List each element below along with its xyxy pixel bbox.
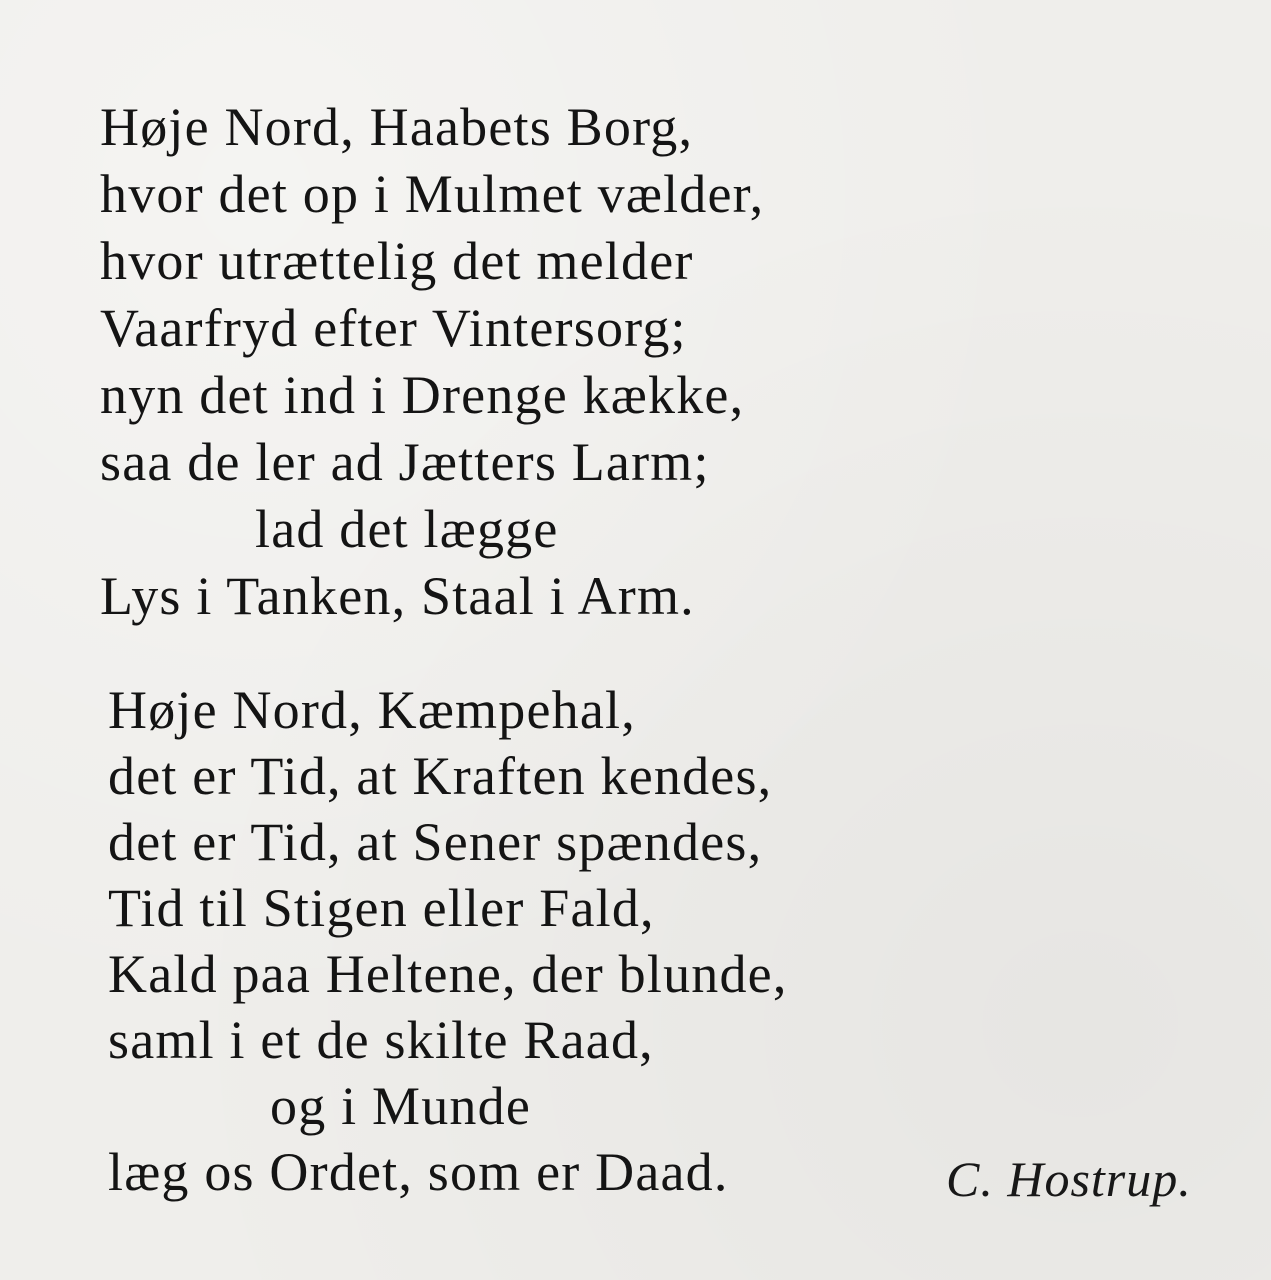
poem-line: Lys i Tanken, Staal i Arm. [100, 566, 695, 626]
poem-line: hvor det op i Mulmet vælder, [100, 164, 765, 224]
poem-line: nyn det ind i Drenge kække, [100, 365, 745, 425]
author-signature: C. Hostrup. [946, 1151, 1192, 1207]
poem-line: læg os Ordet, som er Daad. [108, 1142, 729, 1202]
poem-line: hvor utrættelig det melder [100, 231, 694, 291]
poem-line: saml i et de skilte Raad, [108, 1010, 654, 1070]
poem-line: Tid til Stigen eller Fald, [108, 878, 655, 938]
poem-line-indented: og i Munde [270, 1076, 531, 1136]
poem-line: Høje Nord, Kæmpehal, [108, 680, 636, 740]
poem-line: Kald paa Heltene, der blunde, [108, 944, 788, 1004]
poem-line: Vaarfryd efter Vintersorg; [100, 298, 687, 358]
poem-line: det er Tid, at Kraften kendes, [108, 746, 773, 806]
poem-line: Høje Nord, Haabets Borg, [100, 97, 694, 157]
poem-line: saa de ler ad Jætters Larm; [100, 432, 710, 492]
poem-line-indented: lad det lægge [255, 499, 559, 559]
poem-line: det er Tid, at Sener spændes, [108, 812, 763, 872]
